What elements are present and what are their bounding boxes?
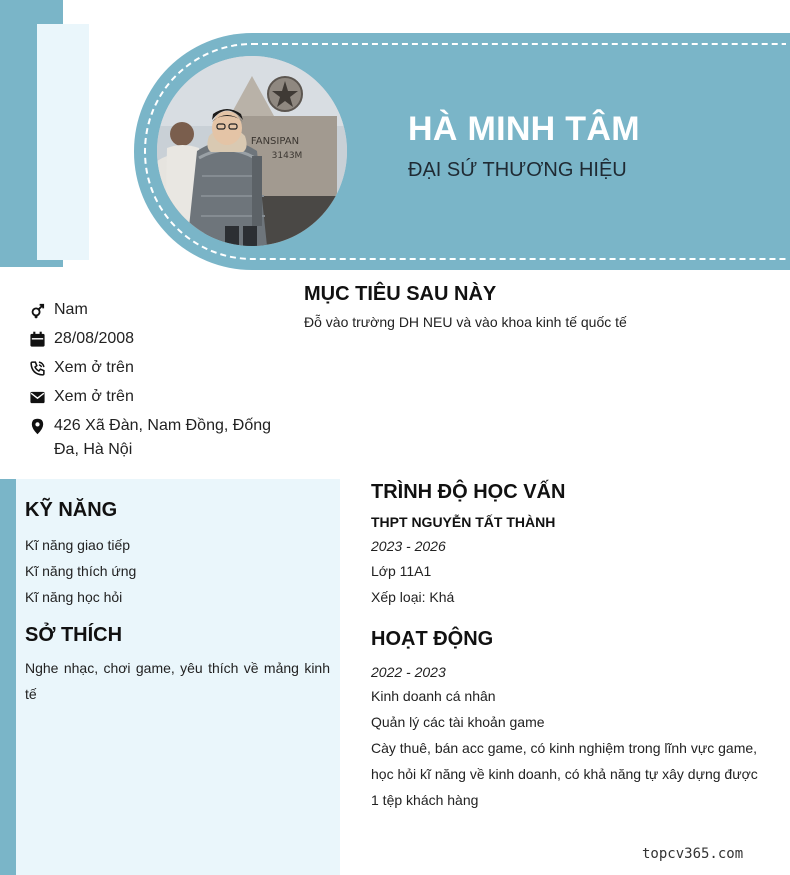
address-value: 426 Xã Đàn, Nam Đồng, Đống Đa, Hà Nội [54,417,272,458]
contact-email [28,387,278,407]
profile-photo [157,56,347,246]
objective-section [304,283,774,330]
contact-gender [28,300,278,320]
mail-icon [28,387,47,407]
phone-icon [28,358,47,378]
skills-title: KỸ NĂNG [25,499,118,521]
contact-birthday [28,329,278,349]
activities-title: HOẠT ĐỘNG [371,628,494,650]
education-detail: Xếp loại: Khá [371,589,455,605]
hobbies-text: Nghe nhạc, chơi game, yêu thích về mảng kinh tế [25,660,330,702]
education-period: 2023 - 2026 [371,538,446,554]
location-pin-icon [28,416,47,436]
objective-title: MỤC TIÊU SAU NÀY [304,283,497,305]
gender-value: Nam [54,301,88,318]
hobbies-section [25,624,330,707]
skill-item: Kĩ năng giao tiếp [25,537,131,553]
activity-item: Quản lý các tài khoản game [371,714,545,730]
site-watermark: topcv365.com [642,846,744,862]
contact-info [28,300,278,471]
gender-icon [28,300,47,320]
contact-phone [28,358,278,378]
contact-address [28,416,278,462]
skills-section [25,499,330,610]
activity-item: Kinh doanh cá nhân [371,688,496,704]
school-name: THPT NGUYỄN TẤT THÀNH [371,514,556,530]
calendar-icon [28,329,47,349]
candidate-role: ĐẠI SỨ THƯƠNG HIỆU [408,159,627,181]
phone-value: Xem ở trên [54,359,134,376]
skill-item: Kĩ năng học hỏi [25,589,123,605]
email-value: Xem ở trên [54,388,134,405]
candidate-name: HÀ MINH TÂM [408,110,640,148]
objective-text: Đỗ vào trường DH NEU và vào khoa kinh tế quốc tế [304,314,627,330]
left-accent-inner [37,24,89,260]
education-detail: Lớp 11A1 [371,563,432,579]
activity-item: Cày thuê, bán acc game, có kinh nghiệm trong lĩnh vực game, học hỏi kĩ năng về kinh doanh, có khả năng tự xây dựng được 1 tệp khách hàng [371,740,758,808]
monument-text-bottom: 3143M [271,151,303,161]
skill-item: Kĩ năng thích ứng [25,563,137,579]
activities-section [371,628,766,813]
hobbies-title: SỞ THÍCH [25,624,123,646]
monument-text-top: FANSIPAN [250,136,300,147]
education-section [371,481,766,610]
birthday-value: 28/08/2008 [54,330,135,347]
education-title: TRÌNH ĐỘ HỌC VẤN [371,481,566,503]
activities-period: 2022 - 2023 [371,664,446,680]
left-panel-stripe [0,479,16,875]
